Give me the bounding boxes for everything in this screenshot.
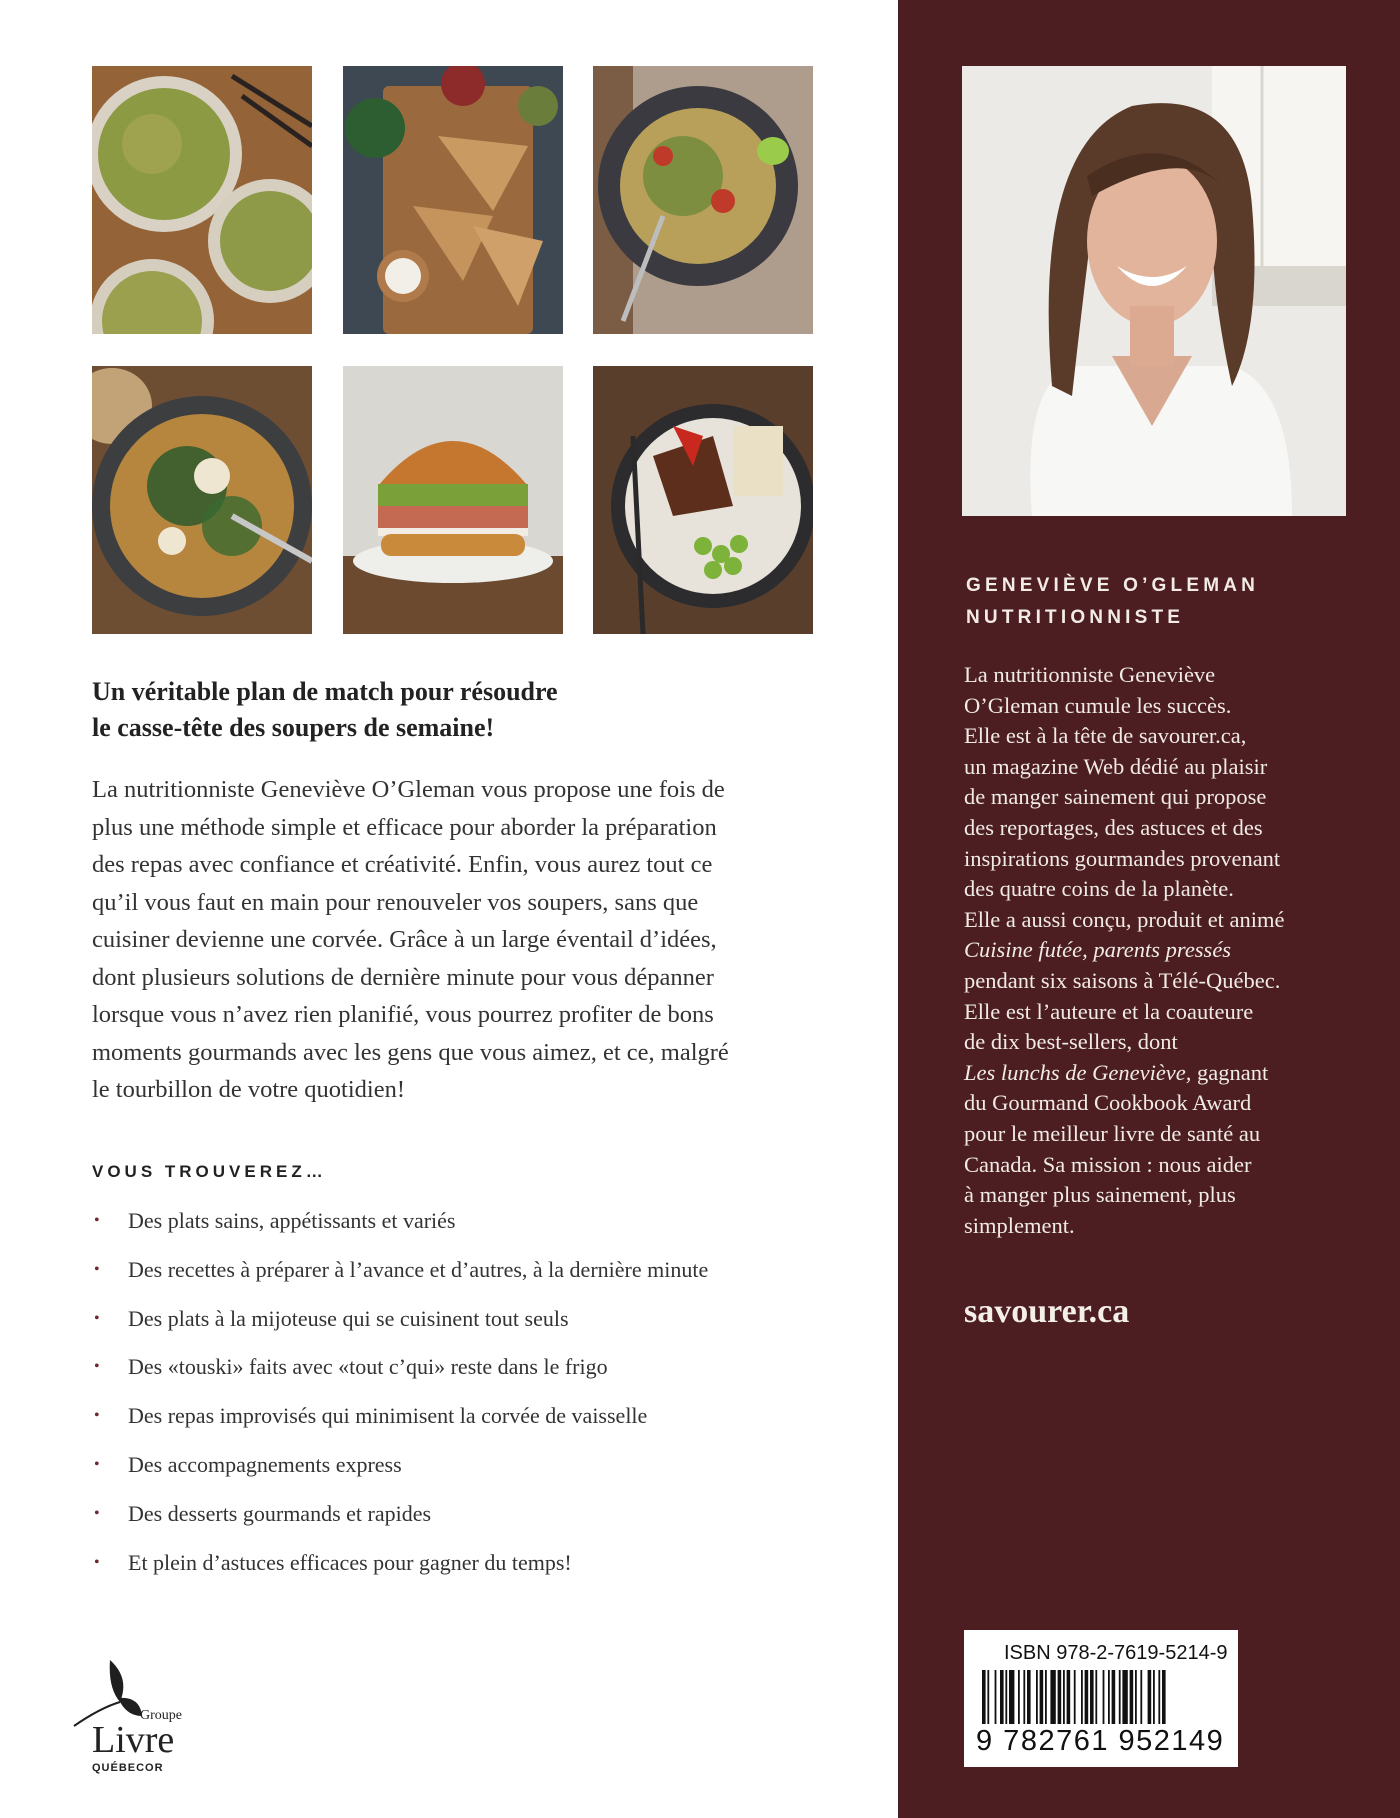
bio-line: pour le meilleur livre de santé au xyxy=(964,1120,1261,1146)
barcode-digits: 9 782761 952149 xyxy=(976,1725,1225,1757)
description-line: dont plusieurs solutions de dernière minute pour vous dépanner xyxy=(92,963,714,991)
lead-line: le casse-tête des soupers de semaine! xyxy=(92,713,495,742)
list-item-text: Des plats sains, appétissants et variés xyxy=(128,1208,456,1233)
bio-line: du Gourmand Cookbook Award xyxy=(964,1090,1252,1116)
bio-line: O’Gleman cumule les succès. xyxy=(964,692,1232,718)
publisher-name: Livre xyxy=(92,1719,175,1761)
bio-line: Canada. Sa mission : nous aider xyxy=(964,1151,1252,1177)
description-line: qu’il vous faut en main pour renouveler vos soupers, sans que xyxy=(92,888,699,916)
edamame-rice-bowl-photo xyxy=(593,366,813,634)
list-item-text: Des accompagnements express xyxy=(128,1451,402,1477)
quesadilla-board-photo xyxy=(343,66,563,334)
list-item xyxy=(92,1548,812,1597)
bullet-icon: • xyxy=(94,1407,100,1425)
list-item xyxy=(92,1352,812,1401)
bio-line: de dix best-sellers, dont xyxy=(964,1029,1178,1055)
bio-line: un magazine Web dédié au plaisir xyxy=(964,753,1268,779)
list-item xyxy=(92,1401,812,1450)
bio-line: Elle a aussi conçu, produit et animé xyxy=(964,906,1285,932)
section-heading: VOUS TROUVEREZ… xyxy=(92,1162,327,1181)
bullet-icon: • xyxy=(94,1455,100,1473)
bio-line: de manger sainement qui propose xyxy=(964,784,1267,810)
bullet-icon: • xyxy=(94,1309,100,1327)
author-panel xyxy=(898,0,1400,1818)
bio-line: La nutritionniste Geneviève xyxy=(964,662,1216,687)
bio-line: Elle est l’auteure et la coauteure xyxy=(964,998,1254,1024)
list-item xyxy=(92,1206,812,1255)
bio-line: des reportages, des astuces et des xyxy=(964,814,1263,840)
description-line: plus une méthode simple et efficace pour aborder la préparation xyxy=(92,813,717,841)
isbn-number: ISBN 978-2-7619-5214-9 xyxy=(1004,1642,1228,1664)
list-item xyxy=(92,1450,812,1499)
list-item xyxy=(92,1499,812,1548)
author-title: NUTRITIONNISTE xyxy=(966,607,1185,628)
book-title: Les lunchs de Geneviève, xyxy=(964,1059,1192,1085)
description-line: La nutritionniste Geneviève O’Gleman vous propose une fois de xyxy=(92,776,725,803)
quinoa-salad-bowls-photo xyxy=(92,66,312,334)
bullet-icon: • xyxy=(94,1212,100,1229)
bio-line xyxy=(964,1058,1384,1089)
bio-line: simplement. xyxy=(964,1212,1075,1238)
list-item xyxy=(92,1304,812,1353)
rice-salad-plate-photo xyxy=(593,66,813,334)
features-list xyxy=(92,1206,812,1596)
author-name: GENEVIÈVE O’GLEMAN xyxy=(966,575,1260,596)
salmon-burger-photo xyxy=(343,366,563,634)
description-paragraph xyxy=(92,771,812,1109)
website-link[interactable]: savourer.ca xyxy=(964,1293,1130,1330)
barcode-icon xyxy=(976,1670,1226,1728)
description-line: moments gourmands avec les gens que vous aimez, et ce, malgré xyxy=(92,1038,729,1066)
list-item-text: Des «touski» faits avec «tout c’qui» reste dans le frigo xyxy=(128,1354,608,1380)
bullet-icon: • xyxy=(94,1553,100,1571)
description-line: le tourbillon de votre quotidien! xyxy=(92,1076,405,1103)
isbn-barcode xyxy=(964,1630,1238,1767)
show-title: Cuisine futée, parents pressés xyxy=(964,937,1232,963)
publisher-leaf-icon xyxy=(70,1658,150,1728)
food-photo-grid xyxy=(92,66,814,634)
bio-line-tail: gagnant xyxy=(1191,1059,1269,1085)
publisher-brand: QUÉBECOR xyxy=(92,1762,164,1774)
bean-soup-bowl-photo xyxy=(92,366,312,634)
list-item-text: Des plats à la mijoteuse qui se cuisinent tout seuls xyxy=(128,1305,569,1331)
list-item xyxy=(92,1255,812,1304)
description-line: cuisiner devienne une corvée. Grâce à un large éventail d’idées, xyxy=(92,926,717,953)
list-item-text: Des recettes à préparer à l’avance et d’autres, à la dernière minute xyxy=(128,1256,709,1282)
lead-line: Un véritable plan de match pour résoudre xyxy=(92,677,558,706)
bullet-icon: • xyxy=(94,1358,100,1376)
bullet-icon: • xyxy=(94,1260,100,1278)
publisher-logo xyxy=(70,1658,200,1778)
author-bio xyxy=(964,660,1384,1241)
bio-line: des quatre coins de la planète. xyxy=(964,876,1234,902)
list-item-text: Des repas improvisés qui minimisent la corvée de vaisselle xyxy=(128,1403,648,1429)
author-heading xyxy=(966,570,1386,634)
bio-line: pendant six saisons à Télé-Québec. xyxy=(964,967,1281,993)
description-line: lorsque vous n’avez rien planifié, vous pourrez profiter de bons xyxy=(92,1001,714,1028)
bio-line: Elle est à la tête de savourer.ca, xyxy=(964,723,1247,749)
bio-line: inspirations gourmandes provenant xyxy=(964,845,1281,871)
bullet-icon: • xyxy=(94,1504,100,1522)
bio-line xyxy=(964,935,1384,966)
publisher-group: Groupe xyxy=(140,1708,182,1723)
description-line: des repas avec confiance et créativité. Enfin, vous aurez tout ce xyxy=(92,851,713,878)
list-item-text: Et plein d’astuces efficaces pour gagner du temps! xyxy=(128,1549,572,1575)
author-portrait-photo xyxy=(962,66,1346,516)
lead-tagline xyxy=(92,674,772,746)
list-item-text: Des desserts gourmands et rapides xyxy=(128,1500,432,1526)
bio-line: à manger plus sainement, plus xyxy=(964,1182,1236,1208)
